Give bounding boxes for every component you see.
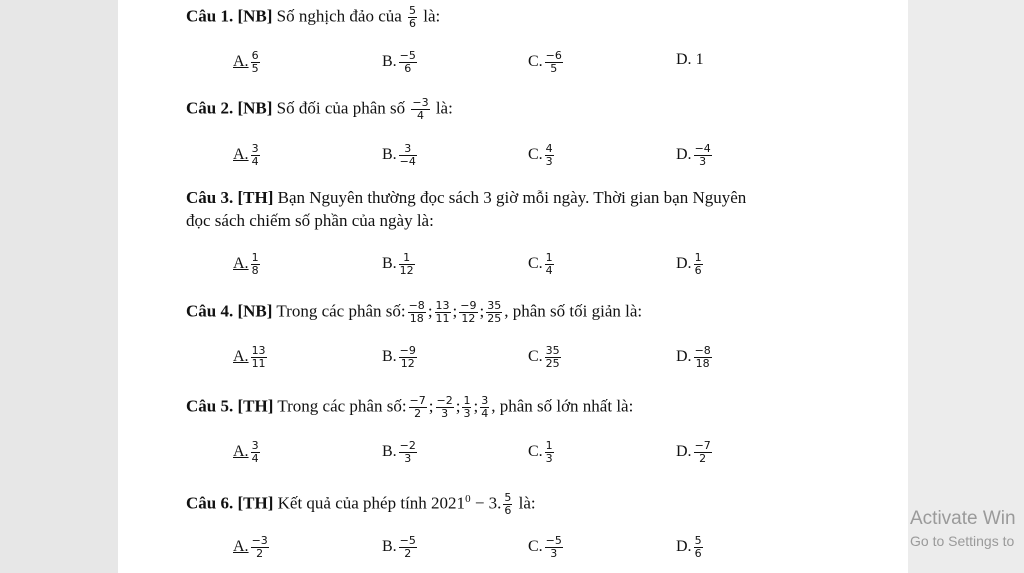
activate-windows-subtitle: Go to Settings to — [910, 533, 1015, 549]
left-gutter — [0, 0, 118, 573]
question-4-label: Câu 4. [NB] — [186, 301, 273, 321]
question-6-exponent: 0 — [465, 493, 471, 505]
question-5-label: Câu 5. [TH] — [186, 396, 274, 416]
q1-option-d: D. 1 — [676, 51, 704, 68]
question-1-text: Số nghịch đảo của — [276, 6, 402, 26]
question-1-fraction: $\frac{5}{6}$ — [409, 4, 417, 30]
question-6-fraction: $\frac{5}{6}$ — [504, 491, 512, 518]
question-2-label: Câu 2. [NB] — [186, 98, 273, 118]
q6-option-c: C. $\frac{-5}{3}$ — [528, 534, 562, 560]
question-1-tail: là: — [423, 6, 441, 26]
question-3-line2 — [186, 210, 434, 232]
question-4-text: Trong các phân số: — [276, 301, 406, 321]
q2-option-b: B. $\frac{3}{-4}$ — [382, 142, 416, 168]
q1-option-c: C. $\frac{-6}{5}$ — [528, 49, 562, 75]
q6-option-d: D. $\frac{5}{6}$ — [676, 534, 702, 560]
document-page[interactable] — [118, 0, 908, 573]
q3-option-b: B. $\frac{1}{12}$ — [382, 251, 414, 277]
q3-option-d: D. $\frac{1}{6}$ — [676, 251, 702, 277]
question-2 — [186, 97, 453, 122]
q1-option-b: B. $\frac{-5}{6}$ — [382, 49, 416, 75]
question-6-label: Câu 6. [TH] — [186, 493, 274, 513]
question-4-tail: , phân số tối giản là: — [504, 301, 643, 321]
q5-option-c: C. $\frac{1}{3}$ — [528, 439, 553, 465]
q4-option-d: D. $\frac{-8}{18}$ — [676, 344, 711, 370]
q1-option-a: A. $\frac{6}{5}$ — [233, 49, 259, 75]
q4-option-b: B. $\frac{-9}{12}$ — [382, 344, 416, 370]
question-3 — [186, 187, 746, 209]
q2-option-d: D. $\frac{-4}{3}$ — [676, 142, 711, 168]
question-2-fraction: $\frac{-3}{4}$ — [412, 96, 429, 122]
question-5-tail: , phân số lớn nhất là: — [491, 396, 634, 416]
q6-option-b: B. $\frac{-5}{2}$ — [382, 534, 416, 560]
q5-option-d: D. $\frac{-7}{2}$ — [676, 439, 711, 465]
question-6: Câu 6. [TH] Kết quả của phép tính $2021^0 - 3$. $\frac{5}{6}$ là: — [186, 491, 536, 518]
question-2-text: Số đối của phân số — [276, 98, 406, 118]
question-1 — [186, 5, 440, 30]
question-1-label: Câu 1. [NB] — [186, 6, 273, 26]
q4-option-a: A. $\frac{13}{11}$ — [233, 344, 266, 370]
question-5-text: Trong các phân số: — [277, 396, 407, 416]
q3-option-c: C. $\frac{1}{4}$ — [528, 251, 553, 277]
right-gutter — [908, 0, 1024, 573]
q5-option-a: A. $\frac{3}{4}$ — [233, 439, 259, 465]
activate-windows-title: Activate Win — [910, 508, 1016, 529]
q6-option-a: A. $\frac{-3}{2}$ — [233, 534, 268, 560]
question-2-tail: là: — [435, 98, 453, 118]
q3-option-a: A. $\frac{1}{8}$ — [233, 251, 259, 277]
q4-option-c: C. $\frac{35}{25}$ — [528, 344, 560, 370]
q2-option-c: C. $\frac{4}{3}$ — [528, 142, 553, 168]
question-3-label: Câu 3. [TH] — [186, 188, 274, 207]
q5-option-b: B. $\frac{-2}{3}$ — [382, 439, 416, 465]
question-6-text: Kết quả của phép tính 2021 — [277, 493, 466, 513]
question-5: Câu 5. [TH] Trong các phân số: $\frac{-7}{2}$ ; $\frac{-2}{3}$ ; $\frac{1}{3}$ ; $\frac{3}{4}$ , phân số lớn nhất là: — [186, 394, 634, 420]
question-3-text-line1: Bạn Nguyên thường đọc sách 3 giờ mỗi ngày. Thời gian bạn Nguyên — [277, 188, 747, 207]
question-6-tail: là: — [518, 493, 536, 513]
question-3-text-line2: đọc sách chiếm số phần của ngày là: — [186, 211, 434, 230]
q2-option-a: A. $\frac{3}{4}$ — [233, 142, 259, 168]
question-4: Câu 4. [NB] Trong các phân số: $\frac{-8}{18}$ ; $\frac{13}{11}$ ; $\frac{-9}{12}$ ; $\frac{35}{25}$ , phân số tối giản là: — [186, 299, 643, 325]
